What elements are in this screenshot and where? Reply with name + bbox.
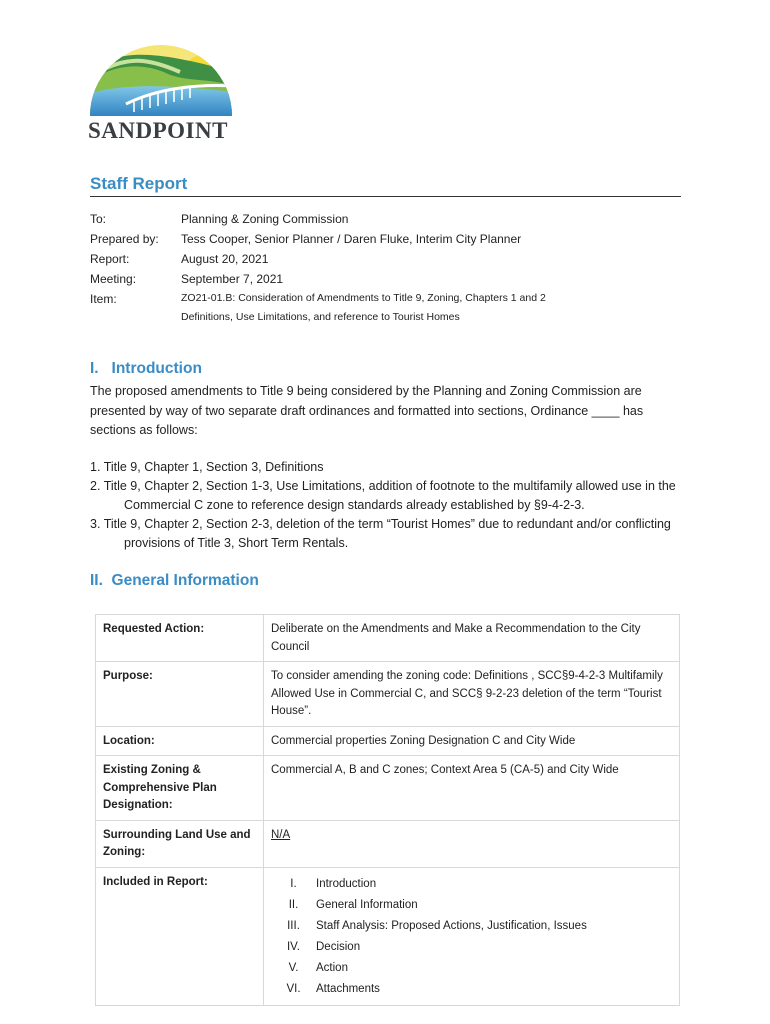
meta-label: Report: xyxy=(90,252,130,266)
toc-text: General Information xyxy=(316,898,418,911)
table-row xyxy=(96,726,680,756)
roman-numeral: V. xyxy=(288,961,299,974)
roman-numeral: IV. xyxy=(286,940,300,953)
table-row xyxy=(96,820,680,867)
list-text: Title 9, Chapter 2, Section 2-3, deletion of the term “Tourist Homes” due to redundant and/or conflicting provisions of Title 3, Short Term Rentals. xyxy=(103,517,671,550)
meta-value xyxy=(181,289,690,327)
item-line-2: Definitions, Use Limitations, and reference to Tourist Homes xyxy=(181,311,460,323)
toc-text: Attachments xyxy=(316,982,380,995)
meta-row-report xyxy=(90,249,690,269)
row-label: Surrounding Land Use and Zoning: xyxy=(96,820,264,867)
roman-numeral: VI. xyxy=(286,982,301,995)
list-item xyxy=(271,916,672,937)
row-value: Commercial A, B and C zones; Context Area 5 (CA-5) and City Wide xyxy=(264,756,680,821)
report-contents-list xyxy=(271,874,672,1000)
sandpoint-emblem xyxy=(88,42,234,118)
toc-text: Decision xyxy=(316,940,361,953)
list-item xyxy=(271,958,672,979)
report-title: Staff Report xyxy=(90,174,681,197)
meta-label: Meeting: xyxy=(90,272,137,286)
section-heading-introduction: I. Introduction xyxy=(90,360,202,377)
list-item xyxy=(90,477,682,515)
meta-value: Planning & Zoning Commission xyxy=(181,212,349,226)
sandpoint-logo xyxy=(88,42,234,144)
logo-wordmark: SANDPOINT xyxy=(88,118,228,143)
intro-paragraph: The proposed amendments to Title 9 being considered by the Planning and Zoning Commission are presented by way of two separate draft ordinances and formatted into sections, Ordinance ____ has sections as follows: xyxy=(90,384,644,437)
section-heading-general-information: II. General Information xyxy=(90,572,259,589)
list-item xyxy=(90,458,682,477)
intro-list xyxy=(90,458,682,553)
row-value xyxy=(264,867,680,1005)
item-line-1: ZO21-01.B: Consideration of Amendments to Title 9, Zoning, Chapters 1 and 2 xyxy=(181,292,546,304)
row-label: Existing Zoning & Comprehensive Plan Designation: xyxy=(96,756,264,821)
meta-label: To: xyxy=(90,212,107,226)
row-value: To consider amending the zoning code: Definitions , SCC§9-4-2-3 Multifamily Allowed Use in Commercial C, and SCC§ 9-2-23 deletion of the term “Tourist House”. xyxy=(264,662,680,727)
row-label: Included in Report: xyxy=(96,867,264,1005)
roman-numeral: I. xyxy=(290,877,297,890)
roman-numeral: II. xyxy=(288,898,299,911)
list-text: Title 9, Chapter 2, Section 1-3, Use Limitations, addition of footnote to the multifamily allowed use in the Commercial C zone to reference design standards already established by §9-4-2-3. xyxy=(103,479,676,512)
row-label: Purpose: xyxy=(96,662,264,727)
row-value: N/A xyxy=(264,820,680,867)
toc-text: Action xyxy=(316,961,348,974)
report-meta xyxy=(90,209,690,327)
meta-label: Item: xyxy=(90,292,117,306)
meta-row-to xyxy=(90,209,690,229)
list-number: 3. xyxy=(90,517,101,531)
meta-row-meeting xyxy=(90,269,690,289)
meta-value: September 7, 2021 xyxy=(181,272,284,286)
list-number: 1. xyxy=(90,460,101,474)
meta-value: Tess Cooper, Senior Planner / Daren Fluke, Interim City Planner xyxy=(181,232,522,246)
row-label: Requested Action: xyxy=(96,615,264,662)
meta-label: Prepared by: xyxy=(90,232,159,246)
list-item xyxy=(271,937,672,958)
list-number: 2. xyxy=(90,479,101,493)
table-row xyxy=(96,662,680,727)
toc-text: Staff Analysis: Proposed Actions, Justification, Issues xyxy=(316,919,587,932)
row-value: Commercial properties Zoning Designation C and City Wide xyxy=(264,726,680,756)
list-item xyxy=(271,874,672,895)
table-row xyxy=(96,615,680,662)
list-item xyxy=(90,515,682,553)
list-text: Title 9, Chapter 1, Section 3, Definitions xyxy=(103,460,324,474)
roman-numeral: III. xyxy=(287,919,300,932)
toc-text: Introduction xyxy=(316,877,377,890)
row-label: Location: xyxy=(96,726,264,756)
list-item xyxy=(271,979,672,1000)
general-info-table xyxy=(95,614,680,1006)
meta-row-item xyxy=(90,289,690,327)
row-value: Deliberate on the Amendments and Make a Recommendation to the City Council xyxy=(264,615,680,662)
list-item xyxy=(271,895,672,916)
table-row xyxy=(96,756,680,821)
table-row xyxy=(96,867,680,1005)
meta-row-prepared-by xyxy=(90,229,690,249)
meta-value: August 20, 2021 xyxy=(181,252,269,266)
